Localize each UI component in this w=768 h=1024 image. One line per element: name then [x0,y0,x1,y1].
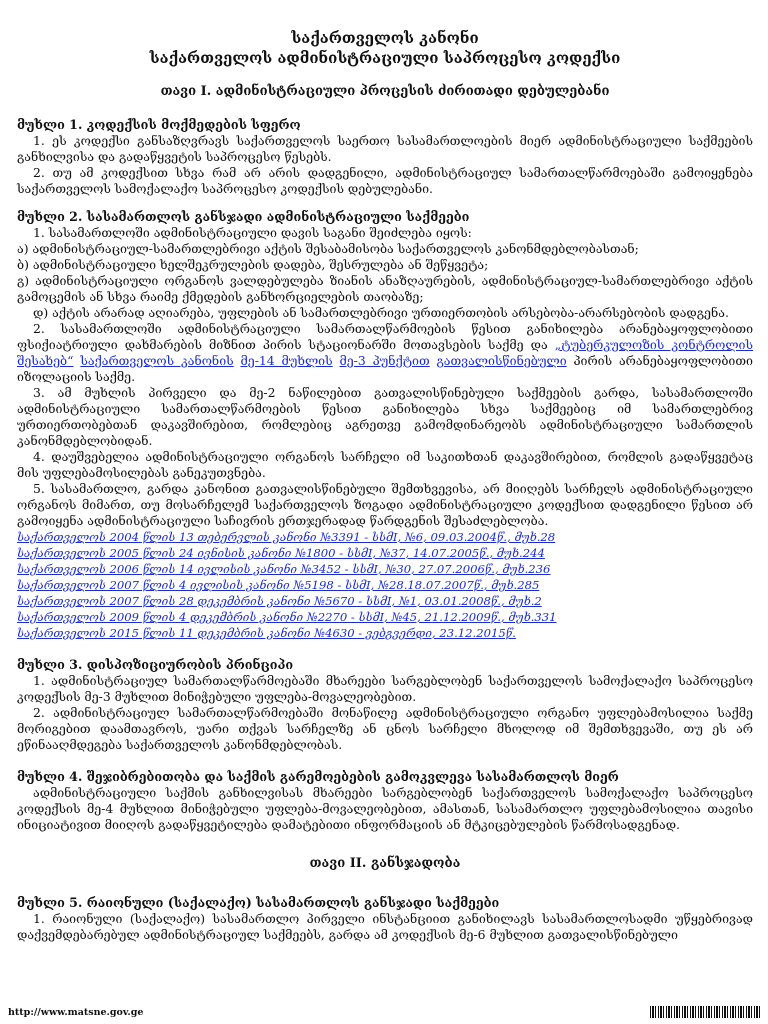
chapter-1-title: თავი I. ადმინისტრაციული პროცესის ძირითადი დებულებანი [160,84,610,99]
article-3-paragraph-2: 2. ადმინისტრაციულ სამართალწარმოებაში მონაწილე ადმინისტრაციული ორგანო უფლებამოსილია საქმე მორიგებით დაამთავროს, უარი თქვას სარჩელზე ან ცნოს სარჩელი მხოლოდ იმ შემთხვევაში, თუ ეს არ ეწინააღმდეგება საქართველოს კანონმდებლობას. [17,705,753,752]
law-title: საქართველოს კანონი [291,29,479,47]
tuberculosis-law-link[interactable]: „ტუბერკულოზის კონტროლის შესახებ“ [17,337,754,368]
article-1-paragraph-1: 1. ეს კოდექსი განსაზღვრავს საქართველოს საერთო სასამართლოების მიერ ადმინისტრაციული საქმეების განხილვისა და გადაწყვეტის საპროცესო წესებს. [17,133,753,164]
article-1-title: მუხლი 1. კოდექსის მოქმედების სფერო [17,117,301,132]
paragraph-3-link[interactable]: მე-3 პუნქტით [339,353,430,368]
chapter-2-title: თავი II. განსჯადობა [309,856,461,871]
amendment-link[interactable]: საქართველოს 2009 წლის 4 დეკემბრის კანონი №2270 - სსმI, №45, 21.12.2009წ., მუხ.331 [17,610,557,624]
article-2-paragraph-4: 4. დაუშვებელია ადმინისტრაციული ორგანოს სარჩელი იმ საკითხთან დაკავშირებით, რომლის გადაწყვეტაც მის უფლებამოსილებას განეკუთვნება. [17,449,753,480]
code-title: საქართველოს ადმინისტრაციული საპროცესო კოდექსი [149,49,621,67]
article-4-paragraph-1: ადმინისტრაციული საქმის განხილვისას მხარეები სარგებლობენ საქართველოს სამოქალაქო საპროცესო კოდექსის მე-4 მუხლით მინიჭებული უფლება-მოვალეობებით, ამასთან, სასამართლო უფლებამოსილია თავისი ინიციატივით მიიღოს გადაწყვეტილება დამატებითი ინფორმაციის ან მტკიცებულების წარმოსადგენად. [17,785,753,832]
article-2-paragraph-2 [17,321,753,385]
article-2-item-a: ა) ადმინისტრაციულ-სამართლებრივი აქტის შესაბამისობა საქართველოს კანონმდებლობასთან; [17,241,639,256]
article-3-paragraph-1: 1. ადმინისტრაციულ სამართალწარმოებაში მხარეები სარგებლობენ საქართველოს სამოქალაქო საპროცესო კოდექსის მე-3 მუხლით მინიჭებული უფლება-მოვალეობებით. [17,673,753,704]
document-body [17,28,753,943]
article-2-item-d: დ) აქტის არარად აღიარება, უფლების ან სამართლებრივი ურთიერთობის არსებობა-არარსებობის დადგენა. [33,305,729,320]
article-5-title: მუხლი 5. რაიონული (საქალაქო) სასამართლოს განსჯადი საქმეები [17,895,500,910]
article-1-paragraph-2: 2. თუ ამ კოდექსით სხვა რამ არ არის დადგენილი, ადმინისტრაციულ სამართალწარმოებაში გამოიყენება საქართველოს სამოქალაქო საპროცესო კოდექსის დებულებანი. [17,165,753,196]
barcode-icon [650,1006,760,1018]
article-2-item-g: გ) ადმინისტრაციული ორგანოს ვალდებულება ზიანის ანაზღაურების, ადმინისტრაციულ-სამართლებრივი აქტის გამოცემის ან სხვა რაიმე ქმედების განხორციელების თაობაზე; [17,273,753,304]
article-2-paragraph-5: 5. სასამართლო, გარდა კანონით გათვალისწინებული შემთხვევისა, არ მიიღებს სარჩელს ადმინისტრაციული ორგანოს მიმართ, თუ მოსარჩელემ საქართველოს ზოგადი ადმინისტრაციული კოდექსით დადგენილი წესით არ გამოიყენა ადმინისტრაციული საჩივრის ერთჯერადად წარდგენის შესაძლებლობა. [17,481,753,528]
article-2-paragraph-2-text-b: პირის არანებაყოფლობითი იზოლაციის საქმე. [17,353,753,384]
article-2-paragraph-2-text-a: 2. სასამართლოში ადმინისტრაციული სამართალწარმოების წესით განიხილება არანებაყოფლობითი ფსიქიატრიული დახმარების მიზნით პირის სტაციონარში მოთავსების საქმე და [17,321,753,352]
article-4-title: მუხლი 4. შეჯიბრებითობა და საქმის გარემოებების გამოკვლევა სასამართლოს მიერ [17,769,619,784]
article-5-paragraph-1: 1. რაიონული (საქალაქო) სასამართლო პირველი ინსტანციით განიხილავს სასამართლოსადმი უწყებრივად დაქვემდებარებულ ადმინისტრაციულ საქმეებს, გარდა ამ კოდექსის მე-6 მუხლით გათვალისწინებული [17,911,753,942]
amendment-link[interactable]: საქართველოს 2004 წლის 13 თებერვლის კანონი №3391 - სსმI, №6, 09.03.2004წ., მუხ.28 [17,530,556,544]
footer-url-link[interactable]: http://www.matsne.gov.ge [8,1007,144,1018]
article-2-item-b: ბ) ადმინისტრაციული ხელშეკრულების დადება, შესრულება ან შეწყვეტა; [17,257,489,272]
article-2-paragraph-3: 3. ამ მუხლის პირველი და მე-2 ნაწილებით გათვალისწინებული საქმეების გარდა, სასამართლოში ადმინისტრაციული სამართალწარმოების წესით განიხილება სხვა საქმეებიც იმ სამართლებრივ ურთიერთობებთან დაკავშირებით, რომლებიც აგრეთვე გამომდინარეობს ადმინისტრაციული სამართლის კანონმდებლობიდან. [17,385,753,448]
article-2-amendments-list [17,529,753,641]
georgian-law-link[interactable]: საქართველოს კანონის [80,353,234,368]
article-3-title: მუხლი 3. დისპოზიციურობის პრინციპი [17,657,294,672]
page-footer [8,1004,760,1018]
provided-link[interactable]: გათვალისწინებული [436,353,567,368]
amendment-link[interactable]: საქართველოს 2007 წლის 28 დეკემბრის კანონი №5670 - სსმI, №1, 03.01.2008წ., მუხ.2 [17,594,542,608]
amendment-link[interactable]: საქართველოს 2006 წლის 14 ივლისის კანონი №3452 - სსმI, №30, 27.07.2006წ., მუხ.236 [17,562,551,576]
amendment-link[interactable]: საქართველოს 2007 წლის 4 ივლისის კანონი №5198 - სსმI, №28.18.07.2007წ., მუხ.285 [17,578,540,592]
amendment-link[interactable]: საქართველოს 2015 წლის 11 დეკემბრის კანონი №4630 - ვებგვერდი, 23.12.2015წ. [17,626,516,640]
article-2-paragraph-1: 1. სასამართლოში ადმინისტრაციული დავის საგანი შეიძლება იყოს: [33,225,472,240]
article-2-title: მუხლი 2. სასამართლოს განსჯადი ადმინისტრაციული საქმეები [17,209,470,224]
amendment-link[interactable]: საქართველოს 2005 წლის 24 ივნისის კანონი №1800 - სსმI, №37, 14.07.2005წ., მუხ.244 [17,546,545,560]
article-14-link[interactable]: მე-14 მუხლის [240,353,333,368]
